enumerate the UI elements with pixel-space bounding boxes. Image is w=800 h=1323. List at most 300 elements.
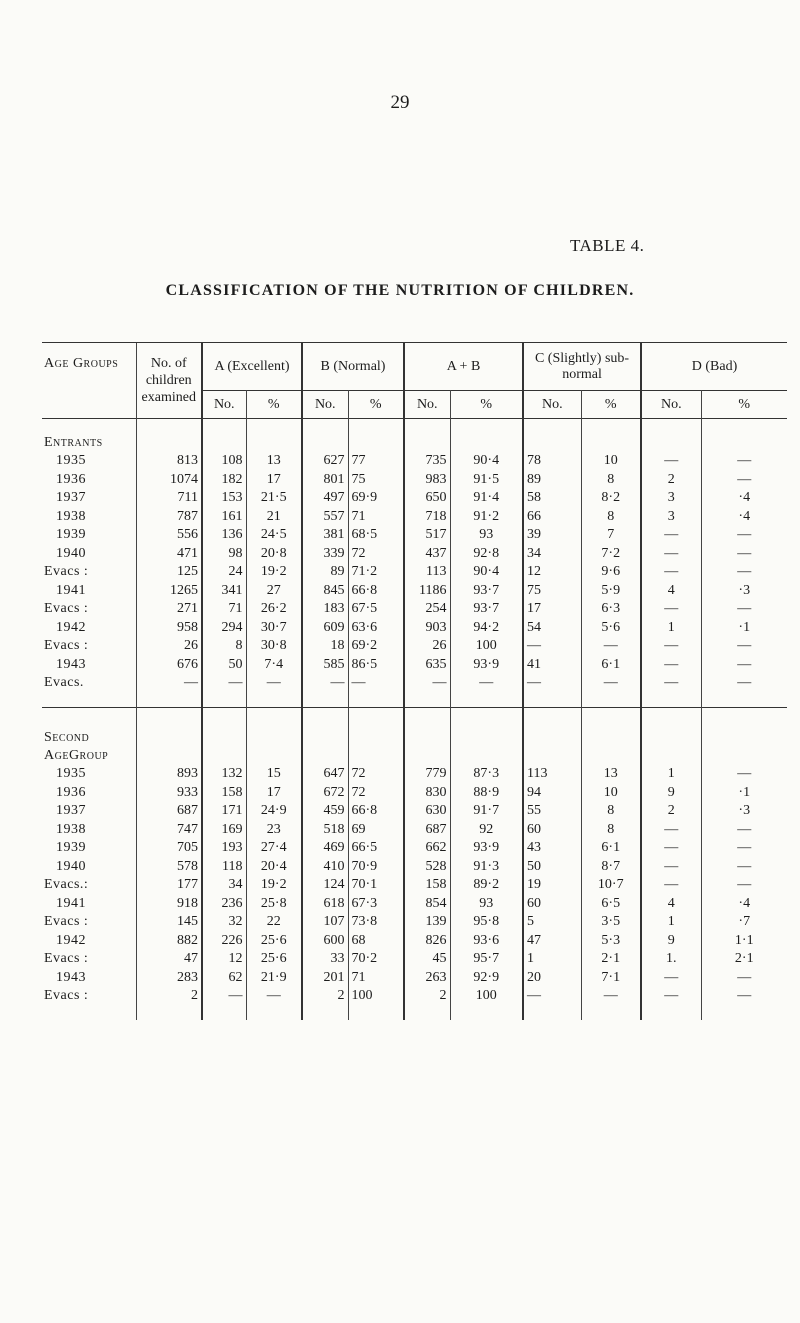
cell-ab-no: 687: [404, 821, 450, 840]
cell-b-no: 672: [302, 784, 348, 803]
cell-b-pct: 70·1: [348, 876, 404, 895]
spacer-cell: [701, 729, 787, 765]
cell-d-no: —: [641, 839, 701, 858]
table-row: [42, 858, 787, 877]
table-row: [42, 821, 787, 840]
spacer-cell: [136, 433, 202, 452]
cell-a-pct: 26·2: [246, 600, 302, 619]
section-title: Entrants: [44, 434, 103, 450]
cell-ab-pct: 87·3: [450, 765, 523, 784]
cell-d-pct: —: [701, 526, 787, 545]
spacer-cell: [302, 1006, 348, 1020]
row-label: Evacs :: [44, 601, 89, 616]
spacer-cell: [450, 707, 523, 729]
spacer-cell: [581, 1006, 641, 1020]
cell-d-pct: ·4: [701, 489, 787, 508]
row-label: 1938: [56, 821, 86, 837]
row-label: Evacs.: [44, 675, 84, 690]
cell-ab-pct: 95·8: [450, 913, 523, 932]
row-label: 1939: [56, 840, 86, 855]
spacer-cell: [42, 707, 136, 729]
cell-a-no: —: [202, 987, 246, 1006]
nutrition-table: [42, 342, 787, 1020]
cell-d-no: 1.: [641, 950, 701, 969]
cell-d-no: —: [641, 821, 701, 840]
cell-b-no: 107: [302, 913, 348, 932]
cell-b-pct: 72: [348, 545, 404, 564]
cell-c-pct: 9·6: [581, 563, 641, 582]
cell-d-no: 1: [641, 913, 701, 932]
spacer-cell: [202, 693, 246, 708]
spacer-cell: [450, 729, 523, 765]
cell-c-pct: 10·7: [581, 876, 641, 895]
cell-a-pct: 20·4: [246, 858, 302, 877]
cell-a-no: —: [202, 674, 246, 693]
cell-examined: 283: [136, 969, 202, 988]
cell-c-no: —: [523, 637, 581, 656]
cell-b-no: 2: [302, 987, 348, 1006]
cell-d-pct: —: [701, 545, 787, 564]
cell-ab-no: 854: [404, 895, 450, 914]
cell-a-pct: 21·5: [246, 489, 302, 508]
cell-a-pct: 23: [246, 821, 302, 840]
header-b-no: No.: [302, 391, 348, 419]
cell-c-pct: —: [581, 674, 641, 693]
table-row: [42, 674, 787, 693]
cell-a-pct: 30·7: [246, 619, 302, 638]
cell-c-pct: 7: [581, 526, 641, 545]
cell-b-pct: 63·6: [348, 619, 404, 638]
spacer-cell: [202, 1006, 246, 1020]
cell-a-pct: 19·2: [246, 563, 302, 582]
cell-ab-no: 517: [404, 526, 450, 545]
table-row: [42, 932, 787, 951]
cell-b-no: 627: [302, 452, 348, 471]
row-label: 1941: [56, 895, 86, 911]
table-row: [42, 656, 787, 675]
cell-b-no: 469: [302, 839, 348, 858]
cell-ab-pct: 93·6: [450, 932, 523, 951]
cell-a-pct: 27·4: [246, 839, 302, 858]
cell-d-pct: —: [701, 600, 787, 619]
cell-a-pct: 15: [246, 765, 302, 784]
cell-b-pct: 75: [348, 471, 404, 490]
cell-d-no: —: [641, 452, 701, 471]
cell-b-no: 609: [302, 619, 348, 638]
cell-b-pct: 66·8: [348, 582, 404, 601]
cell-c-no: 17: [523, 600, 581, 619]
cell-examined: 933: [136, 784, 202, 803]
cell-examined: 1074: [136, 471, 202, 490]
cell-b-pct: 69·2: [348, 637, 404, 656]
cell-examined: 556: [136, 526, 202, 545]
cell-ab-no: 830: [404, 784, 450, 803]
cell-c-pct: 6·5: [581, 895, 641, 914]
spacer-cell: [450, 1006, 523, 1020]
spacer-cell: [581, 693, 641, 708]
cell-a-pct: 7·4: [246, 656, 302, 675]
header-a: A (Excellent): [202, 343, 302, 391]
row-label: 1938: [56, 508, 86, 524]
cell-ab-pct: 90·4: [450, 452, 523, 471]
cell-a-pct: 21·9: [246, 969, 302, 988]
table-row: [42, 876, 787, 895]
cell-c-no: 75: [523, 582, 581, 601]
header-a-pct: %: [246, 391, 302, 419]
cell-ab-no: 437: [404, 545, 450, 564]
cell-a-no: 153: [202, 489, 246, 508]
cell-ab-no: —: [404, 674, 450, 693]
row-label: 1935: [56, 766, 86, 781]
cell-c-pct: 8: [581, 802, 641, 821]
table-label: TABLE 4.: [570, 236, 645, 255]
cell-a-no: 226: [202, 932, 246, 951]
spacer-cell: [404, 707, 450, 729]
cell-ab-pct: 93·7: [450, 600, 523, 619]
row-label: 1940: [56, 545, 86, 561]
cell-ab-pct: 88·9: [450, 784, 523, 803]
cell-ab-pct: 95·7: [450, 950, 523, 969]
cell-b-no: 585: [302, 656, 348, 675]
cell-ab-pct: 93·7: [450, 582, 523, 601]
cell-a-no: 236: [202, 895, 246, 914]
cell-a-pct: 25·6: [246, 932, 302, 951]
header-c-pct: %: [581, 391, 641, 419]
spacer-cell: [641, 707, 701, 729]
cell-d-pct: —: [701, 765, 787, 784]
cell-examined: 578: [136, 858, 202, 877]
cell-a-pct: 30·8: [246, 637, 302, 656]
cell-a-pct: 20·8: [246, 545, 302, 564]
table-row: [42, 802, 787, 821]
row-label: 1935: [56, 453, 86, 468]
cell-d-no: 3: [641, 508, 701, 527]
cell-c-no: 47: [523, 932, 581, 951]
spacer-row: [42, 693, 787, 708]
spacer-cell: [246, 729, 302, 765]
row-label: Evacs :: [44, 638, 89, 653]
row-label: 1941: [56, 582, 86, 598]
row-label: Evacs :: [44, 988, 89, 1003]
cell-c-no: 5: [523, 913, 581, 932]
spacer-cell: [136, 729, 202, 765]
table-row: [42, 913, 787, 932]
cell-examined: 747: [136, 821, 202, 840]
cell-c-pct: 7·2: [581, 545, 641, 564]
cell-b-no: 339: [302, 545, 348, 564]
table-row: [42, 489, 787, 508]
table-row: [42, 969, 787, 988]
header-b: B (Normal): [302, 343, 404, 391]
cell-b-no: 600: [302, 932, 348, 951]
cell-a-no: 24: [202, 563, 246, 582]
cell-a-no: 34: [202, 876, 246, 895]
table-row: [42, 582, 787, 601]
cell-ab-no: 528: [404, 858, 450, 877]
cell-c-no: 39: [523, 526, 581, 545]
spacer-cell: [523, 419, 581, 434]
cell-ab-no: 2: [404, 987, 450, 1006]
table-row: [42, 526, 787, 545]
spacer-cell: [302, 419, 348, 434]
cell-a-no: 193: [202, 839, 246, 858]
cell-b-no: 33: [302, 950, 348, 969]
cell-b-pct: 71·2: [348, 563, 404, 582]
cell-b-no: 647: [302, 765, 348, 784]
table-row: [42, 600, 787, 619]
cell-examined: 2: [136, 987, 202, 1006]
cell-c-no: 50: [523, 858, 581, 877]
row-label: 1936: [56, 471, 86, 487]
cell-ab-pct: 93: [450, 895, 523, 914]
spacer-row: [42, 1006, 787, 1020]
cell-d-pct: ·3: [701, 582, 787, 601]
cell-d-no: 9: [641, 784, 701, 803]
cell-a-pct: 25·8: [246, 895, 302, 914]
spacer-cell: [701, 433, 787, 452]
cell-a-no: 132: [202, 765, 246, 784]
cell-b-pct: 67·3: [348, 895, 404, 914]
spacer-cell: [450, 693, 523, 708]
cell-a-no: 136: [202, 526, 246, 545]
cell-ab-pct: 100: [450, 637, 523, 656]
cell-ab-no: 735: [404, 452, 450, 471]
header-b-pct: %: [348, 391, 404, 419]
spacer-cell: [523, 729, 581, 765]
cell-d-no: —: [641, 637, 701, 656]
cell-ab-pct: 94·2: [450, 619, 523, 638]
cell-d-pct: —: [701, 656, 787, 675]
cell-b-pct: 77: [348, 452, 404, 471]
cell-b-pct: 70·9: [348, 858, 404, 877]
cell-d-no: 9: [641, 932, 701, 951]
spacer-cell: [42, 1006, 136, 1020]
table-row: [42, 784, 787, 803]
cell-b-pct: 86·5: [348, 656, 404, 675]
cell-examined: 893: [136, 765, 202, 784]
cell-b-no: 801: [302, 471, 348, 490]
cell-ab-no: 158: [404, 876, 450, 895]
cell-b-pct: 67·5: [348, 600, 404, 619]
table-row: [42, 895, 787, 914]
cell-examined: 271: [136, 600, 202, 619]
spacer-cell: [246, 693, 302, 708]
cell-d-no: —: [641, 858, 701, 877]
cell-b-pct: 66·8: [348, 802, 404, 821]
cell-b-no: 459: [302, 802, 348, 821]
row-label: Evacs :: [44, 914, 89, 929]
cell-d-no: —: [641, 987, 701, 1006]
spacer-cell: [136, 419, 202, 434]
cell-ab-pct: 100: [450, 987, 523, 1006]
cell-d-pct: —: [701, 674, 787, 693]
cell-examined: 882: [136, 932, 202, 951]
row-label: 1937: [56, 490, 86, 505]
cell-ab-no: 139: [404, 913, 450, 932]
spacer-cell: [302, 707, 348, 729]
cell-ab-pct: 89·2: [450, 876, 523, 895]
header-ab-pct: %: [450, 391, 523, 419]
cell-d-pct: ·1: [701, 619, 787, 638]
cell-c-no: 60: [523, 895, 581, 914]
cell-a-pct: 22: [246, 913, 302, 932]
cell-a-no: 8: [202, 637, 246, 656]
header-age-groups: Age Groups: [42, 343, 136, 419]
table-row: [42, 637, 787, 656]
cell-a-no: 169: [202, 821, 246, 840]
table-header: [42, 343, 787, 419]
cell-c-pct: 5·3: [581, 932, 641, 951]
cell-examined: 958: [136, 619, 202, 638]
cell-a-no: 98: [202, 545, 246, 564]
cell-ab-no: 903: [404, 619, 450, 638]
section-header-row: [42, 729, 787, 765]
cell-c-no: 34: [523, 545, 581, 564]
spacer-cell: [523, 433, 581, 452]
header-c-no: No.: [523, 391, 581, 419]
cell-a-no: 158: [202, 784, 246, 803]
cell-c-no: 94: [523, 784, 581, 803]
cell-b-pct: 70·2: [348, 950, 404, 969]
cell-d-no: 1: [641, 619, 701, 638]
spacer-cell: [641, 729, 701, 765]
cell-ab-pct: —: [450, 674, 523, 693]
cell-c-pct: 10: [581, 452, 641, 471]
cell-examined: 813: [136, 452, 202, 471]
cell-c-pct: 5·9: [581, 582, 641, 601]
cell-a-no: 108: [202, 452, 246, 471]
spacer-cell: [42, 419, 136, 434]
cell-d-no: 2: [641, 802, 701, 821]
cell-b-pct: 72: [348, 765, 404, 784]
cell-b-pct: 69·9: [348, 489, 404, 508]
cell-ab-pct: 93·9: [450, 839, 523, 858]
cell-a-no: 71: [202, 600, 246, 619]
cell-examined: 676: [136, 656, 202, 675]
cell-a-no: 161: [202, 508, 246, 527]
header-ab-no: No.: [404, 391, 450, 419]
header-d: D (Bad): [641, 343, 787, 391]
table-row: [42, 508, 787, 527]
cell-ab-pct: 91·2: [450, 508, 523, 527]
cell-ab-no: 635: [404, 656, 450, 675]
spacer-cell: [302, 729, 348, 765]
spacer-cell: [404, 419, 450, 434]
table-row: [42, 452, 787, 471]
cell-ab-no: 26: [404, 637, 450, 656]
spacer-cell: [136, 707, 202, 729]
cell-c-pct: 10: [581, 784, 641, 803]
spacer-cell: [523, 707, 581, 729]
cell-d-pct: ·4: [701, 895, 787, 914]
cell-examined: —: [136, 674, 202, 693]
cell-d-pct: ·4: [701, 508, 787, 527]
spacer-cell: [641, 419, 701, 434]
cell-examined: 47: [136, 950, 202, 969]
cell-examined: 711: [136, 489, 202, 508]
cell-d-pct: —: [701, 821, 787, 840]
spacer-cell: [246, 707, 302, 729]
cell-c-no: 43: [523, 839, 581, 858]
cell-b-no: 557: [302, 508, 348, 527]
cell-ab-pct: 90·4: [450, 563, 523, 582]
spacer-cell: [641, 1006, 701, 1020]
cell-ab-no: 826: [404, 932, 450, 951]
cell-b-no: 845: [302, 582, 348, 601]
cell-c-pct: 5·6: [581, 619, 641, 638]
cell-examined: 787: [136, 508, 202, 527]
spacer-cell: [202, 707, 246, 729]
spacer-cell: [136, 1006, 202, 1020]
spacer-cell: [348, 693, 404, 708]
row-label: Evacs :: [44, 951, 89, 966]
cell-ab-no: 718: [404, 508, 450, 527]
cell-c-no: 66: [523, 508, 581, 527]
cell-d-no: —: [641, 600, 701, 619]
table-row: [42, 839, 787, 858]
cell-examined: 918: [136, 895, 202, 914]
cell-b-no: 18: [302, 637, 348, 656]
spacer-cell: [348, 419, 404, 434]
cell-examined: 705: [136, 839, 202, 858]
cell-d-pct: 2·1: [701, 950, 787, 969]
spacer-cell: [302, 693, 348, 708]
cell-b-pct: 71: [348, 508, 404, 527]
cell-d-no: —: [641, 876, 701, 895]
cell-ab-no: 1186: [404, 582, 450, 601]
cell-c-pct: 8: [581, 471, 641, 490]
header-examined: No. of children examined: [136, 343, 202, 419]
cell-ab-pct: 91·7: [450, 802, 523, 821]
spacer-cell: [701, 707, 787, 729]
header-d-no: No.: [641, 391, 701, 419]
cell-a-pct: 19·2: [246, 876, 302, 895]
cell-ab-pct: 93·9: [450, 656, 523, 675]
cell-ab-pct: 91·3: [450, 858, 523, 877]
header-c: C (Slightly) sub-normal: [523, 343, 641, 391]
cell-ab-no: 983: [404, 471, 450, 490]
cell-d-pct: ·1: [701, 784, 787, 803]
spacer-cell: [701, 419, 787, 434]
cell-c-pct: 8·2: [581, 489, 641, 508]
cell-ab-no: 779: [404, 765, 450, 784]
cell-a-pct: 25·6: [246, 950, 302, 969]
page-number: 29: [390, 92, 410, 113]
cell-examined: 145: [136, 913, 202, 932]
cell-examined: 177: [136, 876, 202, 895]
cell-b-no: 183: [302, 600, 348, 619]
cell-d-pct: —: [701, 563, 787, 582]
cell-d-no: 4: [641, 895, 701, 914]
cell-b-pct: 68: [348, 932, 404, 951]
cell-b-pct: —: [348, 674, 404, 693]
cell-d-no: —: [641, 526, 701, 545]
cell-a-pct: 24·5: [246, 526, 302, 545]
cell-c-no: 78: [523, 452, 581, 471]
table-row: [42, 765, 787, 784]
spacer-cell: [246, 433, 302, 452]
cell-a-no: 171: [202, 802, 246, 821]
spacer-cell: [246, 419, 302, 434]
cell-c-pct: 7·1: [581, 969, 641, 988]
cell-a-pct: 17: [246, 471, 302, 490]
table-body: [42, 419, 787, 1020]
spacer-cell: [348, 433, 404, 452]
cell-b-no: 124: [302, 876, 348, 895]
cell-b-pct: 73·8: [348, 913, 404, 932]
row-label: 1940: [56, 858, 86, 874]
cell-ab-no: 630: [404, 802, 450, 821]
